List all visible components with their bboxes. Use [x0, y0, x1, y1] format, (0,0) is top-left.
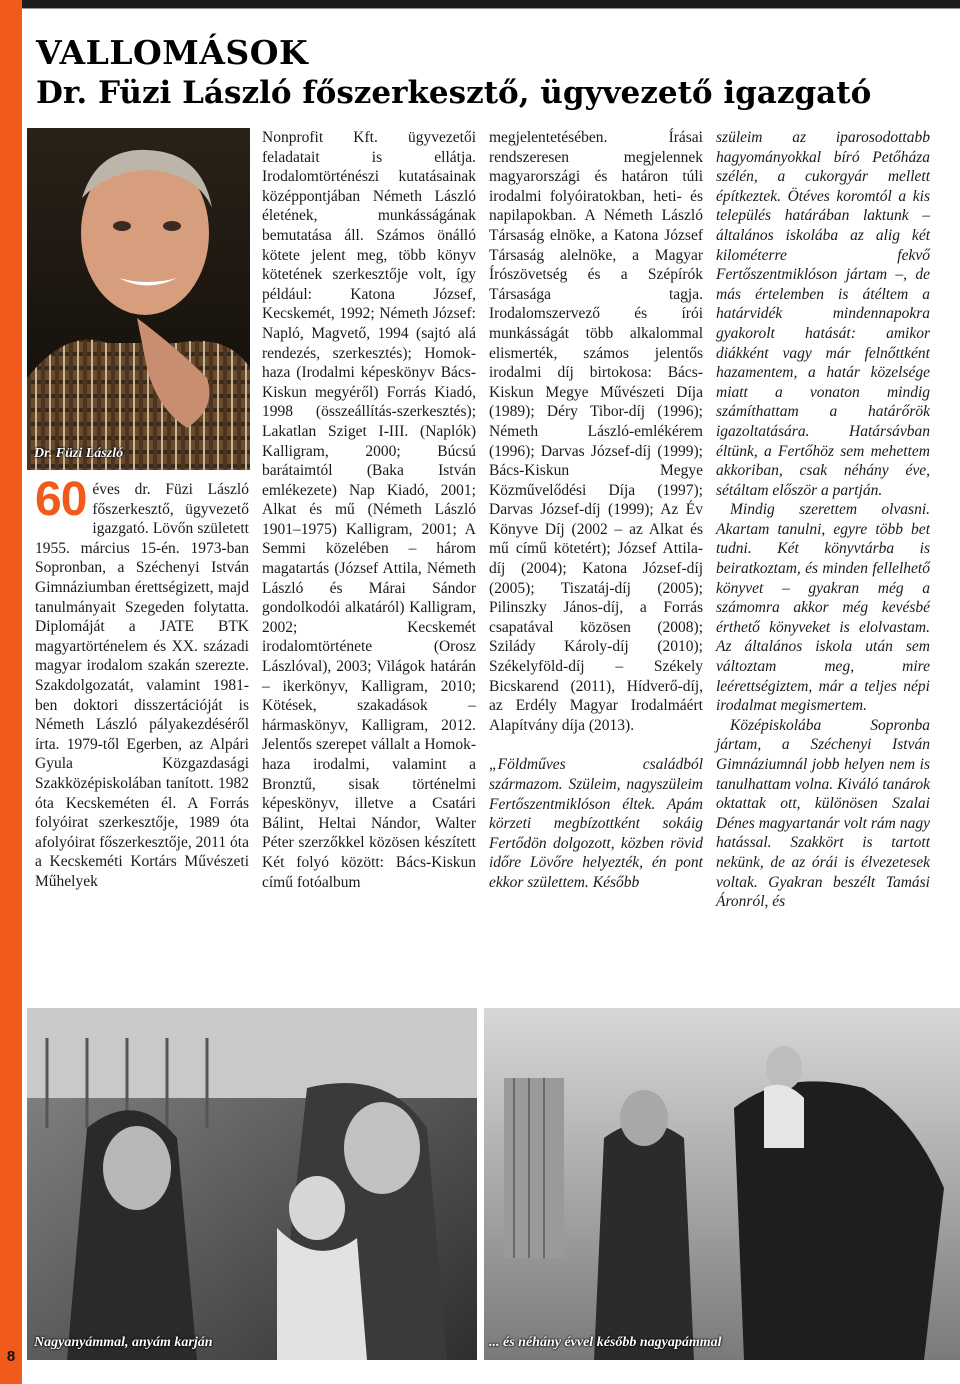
- article-heading: [36, 34, 946, 112]
- portrait-caption: Dr. Füzi László: [34, 446, 124, 461]
- grandfather-photo-caption: ... és néhány évvel később nagyapámmal: [489, 1335, 722, 1350]
- grandmother-photo: [27, 1008, 477, 1360]
- page-number: 8: [6, 1348, 16, 1365]
- article-column-1: [35, 473, 249, 891]
- top-thin-rule: [22, 8, 960, 9]
- top-rule: [22, 0, 960, 8]
- column-3-text: megjelentetésében. Írásai rendszeresen megjelennek magyarországi és határon túli irodalmi folyóiratokban, heti- és napilapokban. A Németh László Társaság elnöke, a Katona József Társaság alelnöke, a Magyar Írószövetség és a Szépírók Társasága tagja. Irodalomszervező és írói munkásságát több alkalommal elismerték, számos jelentős irodalmi díj birtokosa: Bács-Kiskun Megye Művészeti Díja (1989); Déry Tibor-díj (1996); Németh László-emlékérem (1996); Darvas József-díj (1999); Bács-Kiskun Megye Közművelődési Díja (1997); Darvas József-díj (1999); Az Év Könyve Díj (2002 – az Alkat és mű című kötetért); József Attila-díj (2004); Katona József-díj (2005); Tiszatáj-díj (2005); Pilinszky János-díj, a Forrás csapatával közösen (2008); Szilády Károly-díj (2010); Székelyföld-díj – Székely Bicskarend (2011), Hídverő-díj, az Erdély Magyar Irodalmáért Alapítvány díja (2013).: [489, 129, 703, 734]
- age-drop-number: 60: [35, 473, 87, 526]
- article-subtitle: Dr. Füzi László főszerkesztő, ügyvezető igazgató: [36, 75, 872, 111]
- article-column-4: [716, 128, 930, 912]
- section-title: VALLOMÁSOK: [36, 33, 309, 72]
- column-4-paragraph-1: szüleim az iparosodottabb hagyományokkal bíró Petőháza szélén, a cukorgyár mellett építkeztek. Ötéves koromtól a kis település határában laktunk – általános iskolába az alig két kilométerre fekvő Fertőszentmiklóson jártam –, de más értelemben is átéltem a határvidék mindennapokra gyakorolt hatását: amikor diákként vagy már felnőttként hazamentem, a határ közelsége miatt a vonaton mindig számíthattam a határőrök igazoltatására. Határsávban éltünk, a Fertőhöz sem mehettem akkoriban, csak néhány éve, sétáltam először a partján.: [716, 129, 930, 499]
- accent-side-bar: [0, 0, 22, 1384]
- column-3-quote: „Földműves családból származom. Szüleim, nagyszüleim Fertőszentmiklóson éltek. Apám körzeti megbízottként sokáig Fertődön dolgozott, közben rövid időre Lövőre helyezték, én pont ekkor születtem. Később: [489, 756, 703, 891]
- article-column-3: [489, 128, 703, 893]
- column-2-text: Nonprofit Kft. ügyvezetői feladatait is ellátja. Irodalomtörténészi kutatásainak középpontjában Németh László életének, munkásságának bemutatása áll. Számos önálló kötete jelent meg, több könyv kötetének szerkesztője volt, így például: Katona József, Kecskemét, 1992; Németh József: Napló, Magvető, 1994 (sajtó alá rendezés, szerkesztés); Homok-haza (Irodalmi képeskönyv Bács-Kiskun megyéről) Forrás Kiadó, 1998 (összeállítás-szerkesztés); Lakatlan Sziget I-III. (Naplók) Kalligram, 2000; Búcsú barátaimtól (Baka István emlékezete) Nap Kiadó, 2001; Alkat és mű (Németh László 1901–1975) Kalligram, 2001; A Semmi közelében – három magatartás (József Attila, Németh László és Márai Sándor gondolkodói alkatáról) Kalligram, 2002; Kecskemét irodalomtörténete (Orosz Lászlóval), 2003; Világok határán – ikerkönyv, Kalligram, 2010; Kötések, szakadások – hármaskönyv, Kalligram, 2012. Jelentős szerepet vállalt a Homok-haza irodalmi, valamint a Bronztű, sisak történelmi képeskönyv, illetve a Csatári Bálint, Heltai Nándor, Walter Péter szerzőkkel közösen készített Két folyó között: Bács-Kiskun című fotóalbum: [262, 129, 476, 891]
- column-1-text: éves dr. Füzi László főszerkesztő, ügyvezető igazgató. Lövőn született 1955. március 15-én. 1973-ban Sopronban, a Széchenyi István Gimnáziumban érettségizett, majd tanulmányait Szegeden folytatta. Diplomáját a JATE BTK magyartörténelem és XX. századi magyar irodalom szakán szerezte. Szakdolgozatát, valamint 1981-ben doktori disszertációját is Németh László pályakezdéséről írta. 1979-től Egerben, az Alpári Gyula Közgazdasági Szakközépiskolában tanított. 1982 óta Kecskeméten él. A Forrás folyóirat szerkesztője, 1989 óta afolyóirat főszerkesztője, 2011 óta a Kecskeméti Kortárs Művészeti Műhelyek: [35, 481, 249, 890]
- column-4-paragraph-3: Középiskolába Sopronba jártam, a Széchenyi István Gimnáziumnál jobb helyen nem is tanulhattam volna. Kiváló tanárok oktattak ott, különösen Szalai Dénes magyartanár volt rám nagy hatással. Szakkört is tartott nekünk, de az órái is élvezetesek voltak. Gyakran beszélt Tamási Áronról, és: [716, 716, 930, 911]
- grandfather-photo: [484, 1008, 960, 1360]
- article-column-2: [262, 128, 476, 892]
- portrait-photo: [27, 128, 250, 470]
- grandmother-photo-caption: Nagyanyámmal, anyám karján: [34, 1335, 213, 1350]
- column-4-paragraph-2: Mindig szerettem olvasni. Akartam tanulni, egyre több bet tudni. Két könyvtárba is beiratkoztam, és minden fellelhető könyvet – gyakran még a számomra akkor még kevésbé érthető könyveket is elolvastam. Az általános iskola után sem változtam meg, mire leérettségiztem, már a teljes népi irodalmat megismertem.: [716, 501, 930, 715]
